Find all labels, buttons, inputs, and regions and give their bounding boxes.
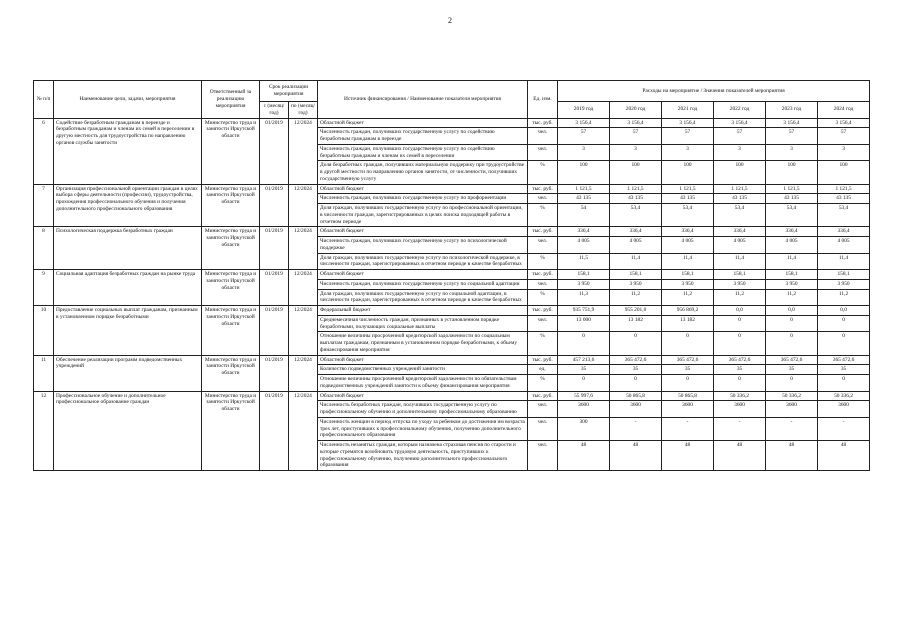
indicator-label: Отношение величины просроченной кредиторской задолженности по обязательствам подведомственных учреждений занятости к объему финансирования мероприятия (318, 375, 528, 392)
indicator-value: 1 121,5 (714, 184, 766, 194)
indicator-value: 0 (558, 332, 610, 355)
indicator-unit: чел. (528, 401, 558, 418)
header-source: Источник финансирования / Наименование показателя мероприятия (318, 81, 528, 119)
indicator-label: Доля граждан, получивших государственную услугу по профессиональной ориентации, в численности граждан, зарегистрированных в целях поиска подходящей работы в отчетном периоде (318, 204, 528, 227)
item-name: Психологическая поддержка безработных граждан (54, 227, 202, 270)
indicator-value: 3 156,4 (818, 118, 870, 128)
indicator-value: 158,1 (610, 270, 662, 280)
indicator-unit: тыс. руб. (528, 118, 558, 128)
indicator-value: 55 997,6 (558, 391, 610, 401)
indicator-value: 3600 (610, 401, 662, 418)
indicator-value: 43 135 (558, 194, 610, 204)
item-to: 12/2024 (289, 270, 318, 306)
item-number: 11 (34, 355, 54, 391)
indicator-value: 0 (818, 315, 870, 332)
indicator-value: 43 135 (714, 194, 766, 204)
item-from: 01/2019 (260, 270, 289, 306)
indicator-value: 158,1 (714, 270, 766, 280)
indicator-value: 100 (766, 161, 818, 184)
header-year: 2022 год (714, 102, 766, 119)
indicator-value: 0 (766, 375, 818, 392)
indicator-value: 35 (818, 365, 870, 375)
header-year: 2020 год (610, 102, 662, 119)
indicator-value: 365 472,6 (610, 355, 662, 365)
indicator-value: 158,1 (766, 270, 818, 280)
table-row (34, 270, 870, 280)
indicator-value: 0 (662, 375, 714, 392)
item-number: 10 (34, 306, 54, 356)
indicator-value: 1 121,5 (818, 184, 870, 194)
indicator-label: Доля граждан, получивших государственную услугу по социальной адаптации, в численности граждан, зарегистрированных в отчетном периоде в качестве безработных (318, 289, 528, 306)
indicator-value: 4 005 (818, 237, 870, 254)
indicator-value: 35 (766, 365, 818, 375)
indicator-value: 0 (714, 332, 766, 355)
indicator-value: 336,4 (818, 227, 870, 237)
indicator-label: Областной бюджет (318, 355, 528, 365)
indicator-value: 0 (558, 375, 610, 392)
indicator-value: 48 (558, 441, 610, 471)
indicator-value: 100 (558, 161, 610, 184)
table-row (34, 355, 870, 365)
indicator-value: 0 (610, 332, 662, 355)
indicator-value: 50 336,2 (818, 391, 870, 401)
indicator-unit: чел. (528, 128, 558, 145)
indicator-value: 4 005 (662, 237, 714, 254)
indicator-label: Численность граждан, получивших государственную услугу по содействию безработным гражданам в переезде (318, 128, 528, 145)
header-period: Срок реализации мероприятия (260, 81, 318, 102)
indicator-unit: % (528, 332, 558, 355)
indicator-value: 0 (766, 332, 818, 355)
item-executor: Министерство труда и занятости Иркутской области (202, 184, 260, 227)
indicator-label: Количество подведомственных учреждений занятости (318, 365, 528, 375)
indicator-value: 11,2 (610, 289, 662, 306)
indicator-unit: % (528, 253, 558, 270)
indicator-value: 3 (818, 144, 870, 161)
indicator-value: 3 156,4 (558, 118, 610, 128)
indicator-value: 57 (818, 128, 870, 145)
indicator-value: 4 005 (610, 237, 662, 254)
indicator-unit: ед. (528, 365, 558, 375)
item-from: 01/2019 (260, 355, 289, 391)
indicator-value: 11,4 (714, 253, 766, 270)
item-number: 7 (34, 184, 54, 227)
indicator-value: 3600 (662, 401, 714, 418)
indicator-label: Отношение величины просроченной кредиторской задолженности по социальным выплатам гражданам, признанным в установленном порядке безработными, к объему финансирования мероприятия (318, 332, 528, 355)
indicator-value: 336,4 (766, 227, 818, 237)
indicator-unit: тыс. руб. (528, 184, 558, 194)
indicator-value: 3 950 (766, 279, 818, 289)
indicator-value: 57 (558, 128, 610, 145)
table-row (34, 184, 870, 194)
indicator-unit: чел. (528, 144, 558, 161)
indicator-value: 35 (714, 365, 766, 375)
indicator-value: 35 (558, 365, 610, 375)
indicator-label: Численность женщин в период отпуска по уходу за ребенком до достижения им возраста трех лет, приступивших к профессиональному обучению, получению дополнительного профессионального образования (318, 417, 528, 440)
header-year: 2021 год (662, 102, 714, 119)
indicator-value: 336,4 (714, 227, 766, 237)
header-year: 2019 год (558, 102, 610, 119)
item-to: 12/2024 (289, 118, 318, 184)
indicator-unit: % (528, 289, 558, 306)
program-table (33, 80, 870, 471)
indicator-value: 1 121,5 (766, 184, 818, 194)
indicator-value: 0 (714, 315, 766, 332)
indicator-value: 365 472,6 (714, 355, 766, 365)
indicator-value: 3 950 (818, 279, 870, 289)
table-row (34, 391, 870, 401)
item-executor: Министерство труда и занятости Иркутской области (202, 270, 260, 306)
indicator-value: 3600 (818, 401, 870, 418)
indicator-unit: чел. (528, 237, 558, 254)
indicator-value: 53,4 (662, 204, 714, 227)
indicator-value: - (818, 417, 870, 440)
indicator-label: Областной бюджет (318, 227, 528, 237)
indicator-value: 50 336,2 (766, 391, 818, 401)
indicator-value: 4 005 (766, 237, 818, 254)
indicator-label: Численность незанятых граждан, которым назначена страховая пенсия по старости и которые стремятся возобновить трудовую деятельность, приступивших к профессиональному обучению, получению дополнительного профессионального образования (318, 441, 528, 471)
indicator-value: 1 121,5 (558, 184, 610, 194)
item-name: Организация профессиональной ориентации граждан в целях выбора сферы деятельности (профессии), трудоустройства, прохождения профессионального обучения и получения дополнительного профессионального образования (54, 184, 202, 227)
indicator-value: 3 950 (610, 279, 662, 289)
indicator-value: 57 (714, 128, 766, 145)
indicator-value: 53,4 (818, 204, 870, 227)
indicator-value: 57 (662, 128, 714, 145)
indicator-label: Численность граждан, получивших государственную услугу по профориентации (318, 194, 528, 204)
indicator-value: 50 865,8 (610, 391, 662, 401)
indicator-value: 54 (558, 204, 610, 227)
indicator-value: 3 950 (714, 279, 766, 289)
indicator-value: 11,3 (558, 289, 610, 306)
indicator-value: 3 156,4 (610, 118, 662, 128)
item-to: 12/2024 (289, 184, 318, 227)
header-expenses: Расходы на мероприятие / Значения показателей мероприятия (558, 81, 870, 102)
item-to: 12/2024 (289, 306, 318, 356)
table-row (34, 118, 870, 128)
indicator-value: 100 (610, 161, 662, 184)
header-unit: Ед. изм. (528, 81, 558, 119)
indicator-value: 11,4 (766, 253, 818, 270)
header-num: № п/п (34, 81, 54, 119)
indicator-value: 43 135 (662, 194, 714, 204)
indicator-value: 43 135 (818, 194, 870, 204)
indicator-unit: чел. (528, 441, 558, 471)
indicator-unit: чел. (528, 315, 558, 332)
header-name: Наименование цели, задачи, мероприятия (54, 81, 202, 119)
indicator-value: 35 (662, 365, 714, 375)
indicator-value: 1 121,5 (610, 184, 662, 194)
item-name: Профессиональное обучение и дополнительное профессиональное образование граждан (54, 391, 202, 471)
indicator-value: 50 865,8 (662, 391, 714, 401)
indicator-value: 13 182 (610, 315, 662, 332)
indicator-value: 11,2 (714, 289, 766, 306)
item-name: Обеспечение реализации программ подведомственных учреждений (54, 355, 202, 391)
indicator-value: 43 135 (610, 194, 662, 204)
indicator-value: 3 (610, 144, 662, 161)
indicator-value: 53,4 (610, 204, 662, 227)
indicator-value: 0 (662, 332, 714, 355)
item-from: 01/2019 (260, 118, 289, 184)
indicator-unit: тыс. руб. (528, 227, 558, 237)
item-from: 01/2019 (260, 391, 289, 471)
indicator-label: Среднемесячная численность граждан, признанных в установленном порядке безработными, получающих социальные выплаты (318, 315, 528, 332)
indicator-value: 0 (714, 375, 766, 392)
indicator-value: 57 (766, 128, 818, 145)
indicator-value: 3 156,4 (662, 118, 714, 128)
indicator-value: 4 005 (558, 237, 610, 254)
indicator-label: Областной бюджет (318, 184, 528, 194)
indicator-value: 3600 (558, 401, 610, 418)
indicator-value: 935 751,9 (558, 306, 610, 316)
indicator-unit: тыс. руб. (528, 355, 558, 365)
header-to: по (месяц/ год) (289, 102, 318, 119)
indicator-value: - (662, 417, 714, 440)
indicator-value: 158,1 (558, 270, 610, 280)
indicator-label: Численность граждан, получивших государственную услугу по содействию безработным гражданам и членам их семей в переселении (318, 144, 528, 161)
indicator-value: 100 (662, 161, 714, 184)
indicator-value: 43 135 (766, 194, 818, 204)
indicator-value: 48 (818, 441, 870, 471)
table-row (34, 306, 870, 316)
indicator-value: 336,4 (662, 227, 714, 237)
header-executor: Ответственный за реализацию мероприятия (202, 81, 260, 119)
indicator-value: 48 (662, 441, 714, 471)
indicator-value: 0,0 (818, 306, 870, 316)
indicator-value: 365 472,6 (766, 355, 818, 365)
indicator-value: - (714, 417, 766, 440)
indicator-unit: тыс. руб. (528, 270, 558, 280)
indicator-value: 3 156,4 (766, 118, 818, 128)
header-year: 2023 год (766, 102, 818, 119)
header-from: с (месяц/ год) (260, 102, 289, 119)
indicator-value: 1 121,5 (662, 184, 714, 194)
indicator-value: 11,4 (818, 253, 870, 270)
indicator-label: Областной бюджет (318, 270, 528, 280)
indicator-label: Доля граждан, получивших государственную услугу по психологической поддержке, в численности граждан, зарегистрированных в отчетном периоде в качестве безработных (318, 253, 528, 270)
indicator-value: 57 (610, 128, 662, 145)
item-name: Предоставление социальных выплат гражданам, признанным в установленном порядке безработными (54, 306, 202, 356)
indicator-value: 13 182 (662, 315, 714, 332)
indicator-value: 11,2 (766, 289, 818, 306)
indicator-value: 11,2 (662, 289, 714, 306)
item-number: 8 (34, 227, 54, 270)
indicator-unit: чел. (528, 194, 558, 204)
indicator-label: Численность безработных граждан, получивших государственную услугу по профессиональному обучению и дополнительному профессиональному образованию (318, 401, 528, 418)
indicator-unit: % (528, 204, 558, 227)
indicator-value: 48 (610, 441, 662, 471)
indicator-value: 3 950 (662, 279, 714, 289)
indicator-value: 457 213,6 (558, 355, 610, 365)
indicator-unit: % (528, 161, 558, 184)
item-to: 12/2024 (289, 391, 318, 471)
indicator-value: 11,4 (662, 253, 714, 270)
item-number: 12 (34, 391, 54, 471)
table-body (34, 118, 870, 471)
item-to: 12/2024 (289, 227, 318, 270)
indicator-value: 955 201,0 (610, 306, 662, 316)
indicator-value: 0 (818, 375, 870, 392)
indicator-value: 956 869,2 (662, 306, 714, 316)
indicator-value: 53,4 (714, 204, 766, 227)
indicator-value: 336,4 (558, 227, 610, 237)
item-from: 01/2019 (260, 227, 289, 270)
indicator-value: 336,4 (610, 227, 662, 237)
indicator-value: 3 (766, 144, 818, 161)
indicator-value: 100 (714, 161, 766, 184)
indicator-value: 48 (714, 441, 766, 471)
indicator-value: 11,4 (610, 253, 662, 270)
indicator-value: 0 (818, 332, 870, 355)
indicator-value: 3 156,4 (714, 118, 766, 128)
indicator-label: Федеральный бюджет (318, 306, 528, 316)
indicator-value: - (610, 417, 662, 440)
indicator-value: 0 (766, 315, 818, 332)
item-name: Социальная адаптация безработных граждан на рынке труда (54, 270, 202, 306)
indicator-value: 100 (818, 161, 870, 184)
indicator-label: Доля безработных граждан, получивших материальную поддержку при трудоустройстве в другой местности по направлению органов занятости, от численности, получивших государственную услугу (318, 161, 528, 184)
indicator-value: 11,5 (558, 253, 610, 270)
table-row (34, 227, 870, 237)
indicator-value: 35 (610, 365, 662, 375)
indicator-value: 50 336,2 (714, 391, 766, 401)
indicator-value: 300 (558, 417, 610, 440)
indicator-value: 0,0 (714, 306, 766, 316)
indicator-value: 3600 (766, 401, 818, 418)
item-executor: Министерство труда и занятости Иркутской области (202, 118, 260, 184)
indicator-value: 0,0 (766, 306, 818, 316)
indicator-value: 0 (610, 375, 662, 392)
indicator-value: 53,4 (766, 204, 818, 227)
indicator-value: 3600 (714, 401, 766, 418)
indicator-value: 11,2 (818, 289, 870, 306)
indicator-value: 3 (558, 144, 610, 161)
item-executor: Министерство труда и занятости Иркутской области (202, 391, 260, 471)
indicator-value: 4 005 (714, 237, 766, 254)
item-from: 01/2019 (260, 306, 289, 356)
indicator-value: 3 (662, 144, 714, 161)
header-year: 2024 год (818, 102, 870, 119)
indicator-value: 365 472,6 (662, 355, 714, 365)
indicator-value: 48 (766, 441, 818, 471)
indicator-unit: % (528, 375, 558, 392)
indicator-value: 13 000 (558, 315, 610, 332)
indicator-label: Численность граждан, получивших государственную услугу по психологической поддержке (318, 237, 528, 254)
item-number: 9 (34, 270, 54, 306)
item-number: 6 (34, 118, 54, 184)
page-number: 2 (448, 16, 452, 25)
indicator-value: 3 (714, 144, 766, 161)
indicator-unit: чел. (528, 279, 558, 289)
item-to: 12/2024 (289, 355, 318, 391)
indicator-label: Численность граждан, получивших государственную услугу по социальной адаптации (318, 279, 528, 289)
item-executor: Министерство труда и занятости Иркутской области (202, 227, 260, 270)
item-executor: Министерство труда и занятости Иркутской области (202, 355, 260, 391)
item-executor: Министерство труда и занятости Иркутской области (202, 306, 260, 356)
indicator-label: Областной бюджет (318, 118, 528, 128)
indicator-value: 3 950 (558, 279, 610, 289)
indicator-unit: тыс. руб. (528, 306, 558, 316)
indicator-value: 158,1 (662, 270, 714, 280)
item-name: Содействие безработным гражданам в переезде и безработным гражданам и членам их семей в переселении в другую местность для трудоустройства по направлению органов службы занятости (54, 118, 202, 184)
indicator-value: 158,1 (818, 270, 870, 280)
indicator-label: Областной бюджет (318, 391, 528, 401)
indicator-value: - (766, 417, 818, 440)
indicator-unit: чел. (528, 417, 558, 440)
indicator-value: 365 472,6 (818, 355, 870, 365)
item-from: 01/2019 (260, 184, 289, 227)
indicator-unit: тыс. руб. (528, 391, 558, 401)
